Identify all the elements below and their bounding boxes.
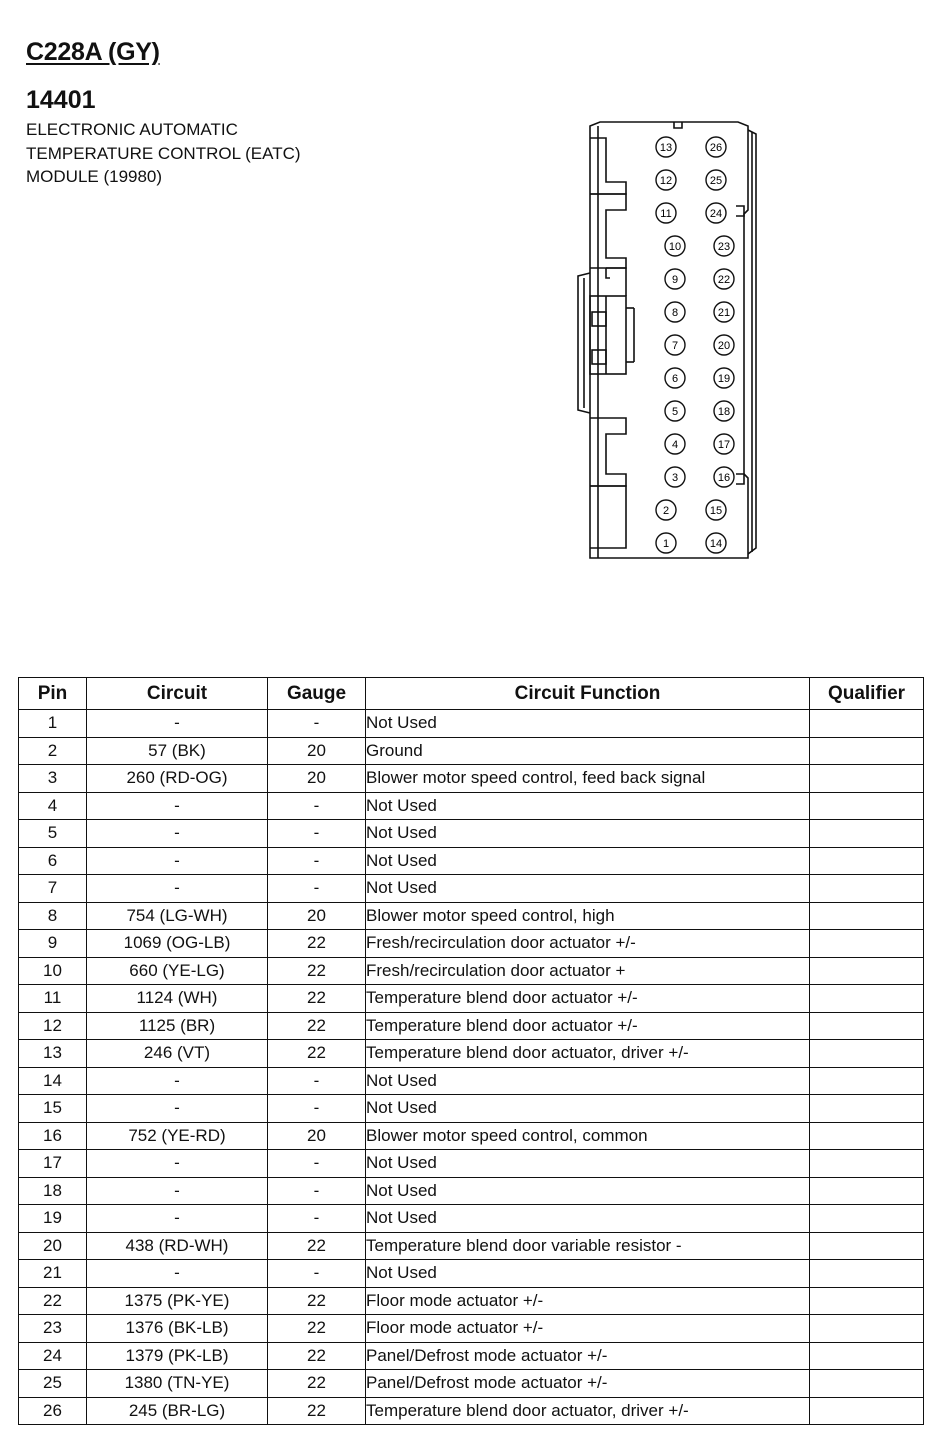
pin-cell: 2 bbox=[19, 737, 87, 765]
qualifier-cell bbox=[810, 1342, 924, 1370]
table-row bbox=[19, 930, 924, 958]
circuit-cell: 1125 (BR) bbox=[87, 1012, 268, 1040]
qualifier-cell bbox=[810, 710, 924, 738]
pin-cell: 20 bbox=[19, 1232, 87, 1260]
table-row bbox=[19, 847, 924, 875]
connector-pin bbox=[665, 434, 685, 454]
connector-pin-label: 13 bbox=[659, 142, 673, 154]
table-row bbox=[19, 1012, 924, 1040]
gauge-cell: 20 bbox=[268, 1122, 366, 1150]
pin-cell: 6 bbox=[19, 847, 87, 875]
function-cell: Floor mode actuator +/- bbox=[366, 1287, 810, 1315]
table-row bbox=[19, 985, 924, 1013]
connector-pin-label: 2 bbox=[662, 505, 670, 517]
gauge-cell: 22 bbox=[268, 930, 366, 958]
pinout-table bbox=[18, 677, 924, 1425]
function-cell: Not Used bbox=[366, 1067, 810, 1095]
table-row bbox=[19, 1095, 924, 1123]
table-row bbox=[19, 1067, 924, 1095]
pin-cell: 1 bbox=[19, 710, 87, 738]
gauge-cell: - bbox=[268, 1150, 366, 1178]
connector-pin-label: 8 bbox=[671, 307, 679, 319]
circuit-cell: 438 (RD-WH) bbox=[87, 1232, 268, 1260]
gauge-cell: - bbox=[268, 1067, 366, 1095]
qualifier-cell bbox=[810, 1067, 924, 1095]
qualifier-cell bbox=[810, 1012, 924, 1040]
connector-pin-label: 14 bbox=[709, 538, 723, 550]
circuit-cell: 1375 (PK-YE) bbox=[87, 1287, 268, 1315]
circuit-cell: - bbox=[87, 1150, 268, 1178]
function-cell: Fresh/recirculation door actuator + bbox=[366, 957, 810, 985]
connector-pin-label: 5 bbox=[671, 406, 679, 418]
pin-cell: 3 bbox=[19, 765, 87, 793]
description-line: TEMPERATURE CONTROL (EATC) bbox=[26, 143, 301, 163]
header-circuit-function: Circuit Function bbox=[366, 678, 810, 710]
pin-cell: 13 bbox=[19, 1040, 87, 1068]
connector-pin bbox=[656, 533, 676, 553]
connector-pin-label: 11 bbox=[660, 208, 672, 220]
connector-pin bbox=[656, 170, 676, 190]
connector-pin bbox=[714, 467, 734, 487]
connector-pin bbox=[706, 137, 726, 157]
qualifier-cell bbox=[810, 1397, 924, 1425]
pin-cell: 23 bbox=[19, 1315, 87, 1343]
table-row bbox=[19, 1232, 924, 1260]
circuit-cell: - bbox=[87, 1067, 268, 1095]
connector-pin bbox=[665, 368, 685, 388]
circuit-cell: 57 (BK) bbox=[87, 737, 268, 765]
gauge-cell: 22 bbox=[268, 1040, 366, 1068]
qualifier-cell bbox=[810, 985, 924, 1013]
function-cell: Temperature blend door actuator +/- bbox=[366, 985, 810, 1013]
table-row bbox=[19, 902, 924, 930]
circuit-cell: - bbox=[87, 710, 268, 738]
gauge-cell: - bbox=[268, 1177, 366, 1205]
qualifier-cell bbox=[810, 930, 924, 958]
pin-cell: 8 bbox=[19, 902, 87, 930]
connector-pin-label: 26 bbox=[709, 142, 723, 154]
circuit-cell: - bbox=[87, 1095, 268, 1123]
circuit-cell: 1379 (PK-LB) bbox=[87, 1342, 268, 1370]
function-cell: Not Used bbox=[366, 1205, 810, 1233]
circuit-cell: 754 (LG-WH) bbox=[87, 902, 268, 930]
connector-pin-label: 9 bbox=[671, 274, 679, 286]
circuit-cell: - bbox=[87, 847, 268, 875]
qualifier-cell bbox=[810, 902, 924, 930]
function-cell: Fresh/recirculation door actuator +/- bbox=[366, 930, 810, 958]
circuit-cell: 260 (RD-OG) bbox=[87, 765, 268, 793]
qualifier-cell bbox=[810, 792, 924, 820]
pin-cell: 9 bbox=[19, 930, 87, 958]
header-pin: Pin bbox=[19, 678, 87, 710]
qualifier-cell bbox=[810, 875, 924, 903]
pin-cell: 14 bbox=[19, 1067, 87, 1095]
qualifier-cell bbox=[810, 1232, 924, 1260]
qualifier-cell bbox=[810, 820, 924, 848]
connector-pin bbox=[714, 302, 734, 322]
description-line: MODULE (19980) bbox=[26, 167, 163, 186]
table-header-row bbox=[19, 678, 924, 710]
connector-pin-label: 23 bbox=[717, 241, 731, 253]
circuit-cell: 246 (VT) bbox=[87, 1040, 268, 1068]
part-number: 14401 bbox=[26, 86, 96, 114]
gauge-cell: 22 bbox=[268, 985, 366, 1013]
qualifier-cell bbox=[810, 1260, 924, 1288]
circuit-cell: - bbox=[87, 1177, 268, 1205]
connector-pin bbox=[665, 401, 685, 421]
function-cell: Not Used bbox=[366, 710, 810, 738]
function-cell: Temperature blend door actuator, driver +/- bbox=[366, 1397, 810, 1425]
pin-cell: 10 bbox=[19, 957, 87, 985]
gauge-cell: 22 bbox=[268, 1370, 366, 1398]
function-cell: Not Used bbox=[366, 1260, 810, 1288]
qualifier-cell bbox=[810, 957, 924, 985]
gauge-cell: - bbox=[268, 820, 366, 848]
gauge-cell: - bbox=[268, 710, 366, 738]
connector-pin-label: 15 bbox=[709, 505, 723, 517]
qualifier-cell bbox=[810, 1315, 924, 1343]
header-qualifier: Qualifier bbox=[810, 678, 924, 710]
gauge-cell: - bbox=[268, 1205, 366, 1233]
function-cell: Blower motor speed control, feed back signal bbox=[366, 765, 810, 793]
circuit-cell: 660 (YE-LG) bbox=[87, 957, 268, 985]
gauge-cell: 22 bbox=[268, 1397, 366, 1425]
function-cell: Not Used bbox=[366, 792, 810, 820]
connector-pin-label: 18 bbox=[717, 406, 731, 418]
table-row bbox=[19, 957, 924, 985]
qualifier-cell bbox=[810, 847, 924, 875]
connector-title: C228A (GY) bbox=[26, 38, 160, 66]
circuit-cell: 1380 (TN-YE) bbox=[87, 1370, 268, 1398]
circuit-cell: 752 (YE-RD) bbox=[87, 1122, 268, 1150]
pin-cell: 12 bbox=[19, 1012, 87, 1040]
connector-pin bbox=[706, 170, 726, 190]
connector-pin-label: 12 bbox=[659, 175, 673, 187]
table-row bbox=[19, 1205, 924, 1233]
header-circuit: Circuit bbox=[87, 678, 268, 710]
connector-pin-label: 22 bbox=[717, 274, 731, 286]
table-row bbox=[19, 1177, 924, 1205]
gauge-cell: 20 bbox=[268, 737, 366, 765]
gauge-cell: 22 bbox=[268, 1012, 366, 1040]
connector-pin bbox=[665, 467, 685, 487]
pin-cell: 18 bbox=[19, 1177, 87, 1205]
connector-pin bbox=[665, 269, 685, 289]
table-row bbox=[19, 792, 924, 820]
connector-pin bbox=[714, 434, 734, 454]
function-cell: Not Used bbox=[366, 1150, 810, 1178]
circuit-cell: 1376 (BK-LB) bbox=[87, 1315, 268, 1343]
connector-pin-label: 19 bbox=[717, 373, 731, 385]
connector-pin bbox=[665, 335, 685, 355]
function-cell: Ground bbox=[366, 737, 810, 765]
connector-pin bbox=[706, 203, 726, 223]
function-cell: Panel/Defrost mode actuator +/- bbox=[366, 1370, 810, 1398]
pin-cell: 4 bbox=[19, 792, 87, 820]
table-row bbox=[19, 820, 924, 848]
gauge-cell: 22 bbox=[268, 1287, 366, 1315]
table-row bbox=[19, 1040, 924, 1068]
table-row bbox=[19, 710, 924, 738]
qualifier-cell bbox=[810, 1205, 924, 1233]
circuit-cell: - bbox=[87, 875, 268, 903]
gauge-cell: - bbox=[268, 1095, 366, 1123]
table-row bbox=[19, 1122, 924, 1150]
pin-cell: 26 bbox=[19, 1397, 87, 1425]
connector-pin-label: 20 bbox=[717, 340, 731, 352]
function-cell: Not Used bbox=[366, 820, 810, 848]
gauge-cell: 22 bbox=[268, 957, 366, 985]
circuit-cell: 245 (BR-LG) bbox=[87, 1397, 268, 1425]
connector-pin bbox=[714, 236, 734, 256]
connector-pin-label: 6 bbox=[671, 373, 679, 385]
module-description bbox=[26, 118, 301, 189]
connector-pin-label: 10 bbox=[668, 241, 682, 253]
function-cell: Not Used bbox=[366, 847, 810, 875]
connector-pin bbox=[656, 203, 676, 223]
description-line: ELECTRONIC AUTOMATIC bbox=[26, 120, 238, 139]
connector-pin bbox=[665, 302, 685, 322]
connector-pin-label: 24 bbox=[709, 208, 723, 220]
connector-pin-label: 17 bbox=[717, 439, 731, 451]
pin-cell: 21 bbox=[19, 1260, 87, 1288]
table-row bbox=[19, 1342, 924, 1370]
function-cell: Blower motor speed control, high bbox=[366, 902, 810, 930]
connector-pin bbox=[714, 401, 734, 421]
function-cell: Temperature blend door variable resistor - bbox=[366, 1232, 810, 1260]
qualifier-cell bbox=[810, 1177, 924, 1205]
qualifier-cell bbox=[810, 1122, 924, 1150]
table-row bbox=[19, 1315, 924, 1343]
function-cell: Floor mode actuator +/- bbox=[366, 1315, 810, 1343]
function-cell: Not Used bbox=[366, 1095, 810, 1123]
function-cell: Not Used bbox=[366, 1177, 810, 1205]
gauge-cell: - bbox=[268, 792, 366, 820]
table-row bbox=[19, 1370, 924, 1398]
gauge-cell: - bbox=[268, 847, 366, 875]
circuit-cell: - bbox=[87, 1260, 268, 1288]
pin-cell: 5 bbox=[19, 820, 87, 848]
gauge-cell: 20 bbox=[268, 765, 366, 793]
connector-pin bbox=[714, 335, 734, 355]
connector-pin-label: 25 bbox=[709, 175, 723, 187]
gauge-cell: 20 bbox=[268, 902, 366, 930]
qualifier-cell bbox=[810, 765, 924, 793]
connector-pin-label: 7 bbox=[671, 340, 679, 352]
pin-cell: 24 bbox=[19, 1342, 87, 1370]
connector-pin bbox=[656, 500, 676, 520]
function-cell: Temperature blend door actuator, driver +/- bbox=[366, 1040, 810, 1068]
table-row bbox=[19, 1397, 924, 1425]
connector-pin bbox=[656, 137, 676, 157]
table-row bbox=[19, 737, 924, 765]
connector-face-diagram bbox=[570, 118, 770, 570]
pin-cell: 15 bbox=[19, 1095, 87, 1123]
function-cell: Blower motor speed control, common bbox=[366, 1122, 810, 1150]
qualifier-cell bbox=[810, 1040, 924, 1068]
circuit-cell: - bbox=[87, 820, 268, 848]
connector-pin-label: 4 bbox=[671, 439, 679, 451]
gauge-cell: - bbox=[268, 875, 366, 903]
table-row bbox=[19, 1287, 924, 1315]
table-body bbox=[19, 710, 924, 1425]
circuit-cell: - bbox=[87, 1205, 268, 1233]
pin-cell: 25 bbox=[19, 1370, 87, 1398]
table-row bbox=[19, 875, 924, 903]
connector-pin-label: 16 bbox=[717, 472, 731, 484]
gauge-cell: - bbox=[268, 1260, 366, 1288]
pin-cell: 17 bbox=[19, 1150, 87, 1178]
gauge-cell: 22 bbox=[268, 1232, 366, 1260]
table-row bbox=[19, 1150, 924, 1178]
qualifier-cell bbox=[810, 1287, 924, 1315]
function-cell: Not Used bbox=[366, 875, 810, 903]
connector-pin bbox=[665, 236, 685, 256]
gauge-cell: 22 bbox=[268, 1315, 366, 1343]
connector-pin bbox=[706, 500, 726, 520]
function-cell: Panel/Defrost mode actuator +/- bbox=[366, 1342, 810, 1370]
pin-cell: 16 bbox=[19, 1122, 87, 1150]
qualifier-cell bbox=[810, 1150, 924, 1178]
connector-pin-label: 21 bbox=[717, 307, 731, 319]
connector-pin bbox=[706, 533, 726, 553]
qualifier-cell bbox=[810, 1095, 924, 1123]
table-row bbox=[19, 765, 924, 793]
qualifier-cell bbox=[810, 1370, 924, 1398]
circuit-cell: - bbox=[87, 792, 268, 820]
circuit-cell: 1069 (OG-LB) bbox=[87, 930, 268, 958]
connector-pin-label: 1 bbox=[662, 538, 670, 550]
pin-cell: 22 bbox=[19, 1287, 87, 1315]
connector-pin bbox=[714, 269, 734, 289]
function-cell: Temperature blend door actuator +/- bbox=[366, 1012, 810, 1040]
pin-cell: 11 bbox=[19, 985, 87, 1013]
qualifier-cell bbox=[810, 737, 924, 765]
connector-pin bbox=[714, 368, 734, 388]
gauge-cell: 22 bbox=[268, 1342, 366, 1370]
connector-pin-label: 3 bbox=[671, 472, 679, 484]
table-row bbox=[19, 1260, 924, 1288]
circuit-cell: 1124 (WH) bbox=[87, 985, 268, 1013]
pin-cell: 7 bbox=[19, 875, 87, 903]
header-gauge: Gauge bbox=[268, 678, 366, 710]
pin-cell: 19 bbox=[19, 1205, 87, 1233]
